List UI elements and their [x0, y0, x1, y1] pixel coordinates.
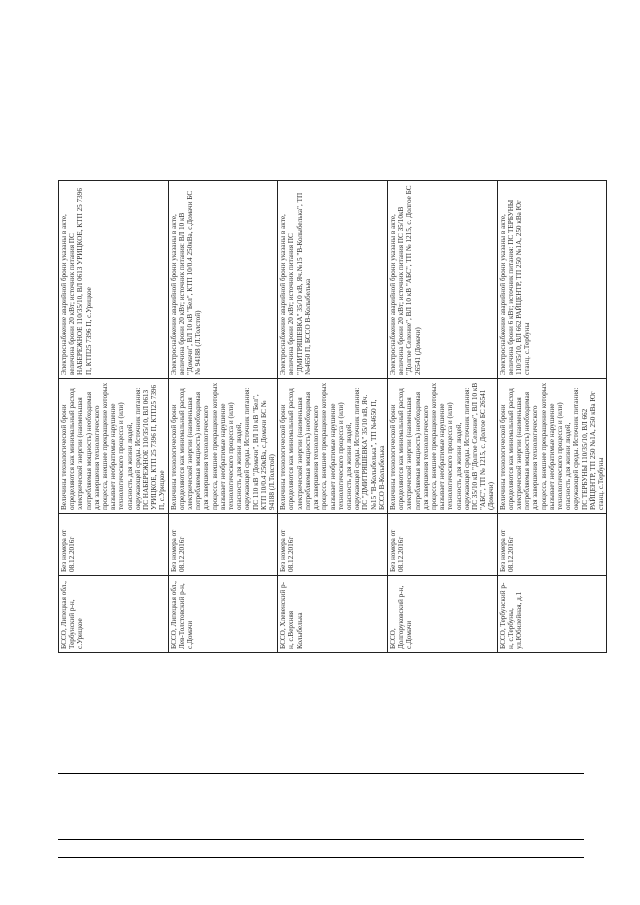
status-cell: Без номера от 08.12.2016г — [168, 514, 278, 576]
table-row — [168, 181, 278, 653]
divider-line — [58, 857, 584, 858]
status-cell: Без номера от 08.12.2016г — [387, 514, 497, 576]
table-row — [278, 181, 388, 653]
reservation-cell: Электроснабжение аварийной брони указаны в акте, величина брони 20 кВт; источник питания ПС "ДМИТРЯШЕВКА" 35/10 кВ, Яч.№15 "В-Колыбелька", ТП №4650 П, БССО В-Колыбелька — [278, 181, 388, 379]
divider-line — [58, 839, 584, 840]
divider-line — [58, 773, 584, 774]
reservation-cell: Электроснабжение аварийной брони указаны в акте, величина брони 20 кВт; источник питания: ВЛ 10 кВ "Домачи", ВЛ 10 кВ "Бел", КТП 10/0.4 250кВа, с.Домачи БС № 94188 (Л.Толстой) — [168, 181, 278, 379]
reservation-cell: Электроснабжение аварийной брони указаны в акте, величина брони 6 кВт; источник питания: ПС ТЕРБУНЫ 110/35/10, ВЛ 662 РАЙЦЕНТР, ТП 250 №1А, 250 кВа Юг станц. с.Тербуны — [497, 181, 607, 379]
table-row — [387, 181, 497, 653]
reservation-cell: Электроснабжение аварийной брони указаны в акте, величина брони 20 кВт; источник питания ПС НАБЕРЕЖНОЕ 110/35/10, ВЛ 0613 УРИЦКОЕ, КТП 25 7396 П, КТП25 7396 П, с.Урицкое — [59, 181, 169, 379]
description-cell: Величины технологической брони определяются как минимальный расход электрической энергии (наименьшая потребляемая мощность) необходимая для завершения технологического процесса, внешнее прекращение которых вызывает необратимые нарушение технологического процесса и (или) опасность для жизни людей, окружающей среды. Источник питания: ПС НАБЕРЕЖНОЕ 110/35/10, ВЛ 0613 УРИЦКОЕ, КТП 25 7396 П, КТП25 7396 П, с.Урицкое — [59, 379, 169, 514]
description-cell: Величины технологической брони определяются как минимальный расход электрической энергии (наименьшая потребляемая мощность) необходимая для завершения технологического процесса, внешнее прекращение которых вызывает необратимые нарушение технологического процесса и (или) опасность для жизни людей, окружающей среды. Источник питания: ПС 110 кВ "Домачи", ВЛ 10 кВ "Бел", КТП 10/0.4 250кВа, с.Домачи БС № 94188 (Л.Толстой) — [168, 379, 278, 514]
object-cell: БССО, Липецкая обл., Лев-Толстовский р-н, с.Домачи — [168, 576, 278, 653]
status-cell: Без номера от 08.12.2016г — [278, 514, 388, 576]
reservation-cell: Электроснабжение аварийной брони указаны в акте, величина брони 20 кВт; источник питания ПС 35/10кВ "Долгое Селение", ВЛ 10 кВ "АБС", ТП № 1215, с. Долгое БС 26541 (Домачи) — [387, 181, 497, 379]
status-cell: Без номера от 08.12.2016г — [59, 514, 169, 576]
object-cell: БССО, Тербунский р-н, с.Тербуны, ул.Юбилейная, д.1 — [497, 576, 607, 653]
description-cell: Величины технологической брони определяются как минимальный расход электрической энергии (наименьшая потребляемая мощность) необходимая для завершения технологического процесса, внешнее прекращение которых вызывает необратимые нарушение технологического процесса и (или) опасность для жизни людей, окружающей среды. Источник питания: ПС "ДМИТРЯШЕВКА" 35/10 кВ, Яч.№15 "В-Колыбелька", ТП №4650 П, БССО В-Колыбелька — [278, 379, 388, 514]
object-cell: БССО, Долгоруковский р-н, с.Домачи — [387, 576, 497, 653]
reservation-table — [58, 180, 607, 653]
rotated-table-page — [58, 180, 605, 653]
status-cell: Без номера от 08.12.2016г — [497, 514, 607, 576]
description-cell: Величины технологической брони определяются как минимальный расход электрической энергии (наименьшая потребляемая мощность) необходимая для завершения технологического процесса, внешнее прекращение которых вызывает необратимые нарушение технологического процесса и (или) опасность для жизни людей, окружающей среды. Источник питания: ПС ТЕРБУНЫ 110/35/10, ВЛ 662 РАЙЦЕНТР, ТП 250 №1А, 250 кВа Юг станц. с.Тербуны — [497, 379, 607, 514]
object-cell: БССО, Хлевенский р-н, с.Верхняя Колыбелька — [278, 576, 388, 653]
table-row — [59, 181, 169, 653]
description-cell: Величины технологической брони определяются как минимальный расход электрической энергии (наименьшая потребляемая мощность) необходимая для завершения технологического процесса, внешнее прекращение которых вызывает необратимые нарушение технологического процесса и (или) опасность для жизни людей, окружающей среды. Источник питания: ПС 35/10 кВ "Долгое Селение", ВЛ 10 кВ "АБС", ТП № 1215, с. Долгое БС 26541 (Домачи) — [387, 379, 497, 514]
table-row — [497, 181, 607, 653]
object-cell: БССО, Липецкая обл., Тербунский р-н, с.Урицкое — [59, 576, 169, 653]
